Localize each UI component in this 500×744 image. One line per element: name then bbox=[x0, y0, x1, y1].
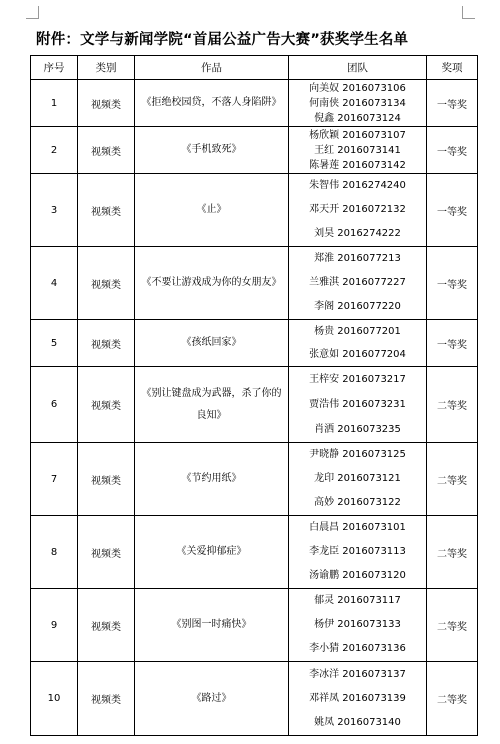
row-category: 视频类 bbox=[78, 662, 135, 736]
row-category: 视频类 bbox=[78, 589, 135, 662]
team-member: 汤谕鹏 2016073120 bbox=[309, 570, 406, 581]
row-category: 视频类 bbox=[78, 443, 135, 516]
page-corner-mark-left bbox=[26, 6, 39, 19]
header-work: 作品 bbox=[135, 56, 289, 80]
team-member: 向美奴 2016073106 bbox=[309, 82, 406, 94]
team-member: 肖洒 2016073235 bbox=[314, 424, 401, 435]
row-category: 视频类 bbox=[78, 516, 135, 589]
team-member: 尹晓静 2016073125 bbox=[309, 449, 406, 460]
row-team bbox=[289, 80, 427, 127]
row-number: 7 bbox=[31, 443, 78, 516]
team-member: 邓祥凤 2016073139 bbox=[309, 692, 406, 704]
team-member: 王梓安 2016073217 bbox=[309, 374, 406, 385]
row-number: 1 bbox=[31, 80, 78, 127]
row-award: 二等奖 bbox=[427, 662, 478, 736]
row-award: 二等奖 bbox=[427, 589, 478, 662]
row-number: 5 bbox=[31, 320, 78, 367]
row-award: 二等奖 bbox=[427, 443, 478, 516]
row-number: 10 bbox=[31, 662, 78, 736]
header-team: 团队 bbox=[289, 56, 427, 80]
row-award: 二等奖 bbox=[427, 516, 478, 589]
table-row bbox=[31, 367, 478, 443]
table-row bbox=[31, 174, 478, 247]
row-team bbox=[289, 127, 427, 174]
team-member: 杨贵 2016077201 bbox=[314, 326, 401, 337]
row-award: 二等奖 bbox=[427, 367, 478, 443]
table-row bbox=[31, 516, 478, 589]
row-work: 《节约用纸》 bbox=[135, 443, 289, 516]
team-member: 郑淮 2016077213 bbox=[314, 253, 401, 264]
table-row bbox=[31, 127, 478, 174]
row-category: 视频类 bbox=[78, 127, 135, 174]
row-work: 《拒绝校园贷，不落人身陷阱》 bbox=[135, 80, 289, 127]
team-member: 李阁 2016077220 bbox=[314, 301, 401, 312]
team-member: 王红 2016073141 bbox=[314, 144, 401, 156]
table-row bbox=[31, 662, 478, 736]
team-member: 邓天开 2016072132 bbox=[309, 204, 406, 215]
header-no: 序号 bbox=[31, 56, 78, 80]
row-category: 视频类 bbox=[78, 367, 135, 443]
row-team bbox=[289, 516, 427, 589]
team-member: 郁灵 2016073117 bbox=[314, 595, 401, 606]
team-member: 杨欣颖 2016073107 bbox=[309, 129, 406, 141]
row-work: 《关爱抑郁症》 bbox=[135, 516, 289, 589]
team-member: 朱智伟 2016274240 bbox=[309, 180, 406, 191]
team-member: 杨伊 2016073133 bbox=[314, 619, 401, 630]
row-award: 一等奖 bbox=[427, 247, 478, 320]
row-category: 视频类 bbox=[78, 247, 135, 320]
header-row bbox=[31, 56, 478, 80]
row-award: 一等奖 bbox=[427, 174, 478, 247]
team-member: 高妙 2016073122 bbox=[314, 497, 401, 508]
row-category: 视频类 bbox=[78, 174, 135, 247]
row-category: 视频类 bbox=[78, 80, 135, 127]
row-number: 6 bbox=[31, 367, 78, 443]
team-member: 何南侠 2016073134 bbox=[309, 97, 406, 109]
row-number: 9 bbox=[31, 589, 78, 662]
award-table bbox=[30, 55, 478, 736]
team-member: 倪鑫 2016073124 bbox=[314, 112, 401, 124]
row-team bbox=[289, 320, 427, 367]
row-team bbox=[289, 443, 427, 516]
team-member: 白晨昌 2016073101 bbox=[309, 522, 406, 533]
team-member: 贾浩伟 2016073231 bbox=[309, 399, 406, 410]
team-member: 姚凤 2016073140 bbox=[314, 716, 401, 728]
team-member: 兰雅淇 2016077227 bbox=[309, 277, 406, 288]
row-work: 《止》 bbox=[135, 174, 289, 247]
row-award: 一等奖 bbox=[427, 80, 478, 127]
row-team bbox=[289, 589, 427, 662]
header-award: 奖项 bbox=[427, 56, 478, 80]
page-corner-mark-right bbox=[462, 6, 475, 19]
row-number: 8 bbox=[31, 516, 78, 589]
row-team bbox=[289, 367, 427, 443]
team-member: 李小猜 2016073136 bbox=[309, 643, 406, 654]
table-row bbox=[31, 80, 478, 127]
row-work: 《路过》 bbox=[135, 662, 289, 736]
row-work: 《别图一时痛快》 bbox=[135, 589, 289, 662]
team-member: 刘昊 2016274222 bbox=[314, 228, 401, 239]
team-member: 李冰洋 2016073137 bbox=[309, 668, 406, 680]
table-row bbox=[31, 443, 478, 516]
header-category: 类别 bbox=[78, 56, 135, 80]
row-number: 4 bbox=[31, 247, 78, 320]
table-row bbox=[31, 589, 478, 662]
row-award: 一等奖 bbox=[427, 320, 478, 367]
row-work: 《不要让游戏成为你的女朋友》 bbox=[135, 247, 289, 320]
team-member: 李龙臣 2016073113 bbox=[309, 546, 406, 557]
team-member: 陈暑莲 2016073142 bbox=[309, 159, 406, 171]
row-award: 一等奖 bbox=[427, 127, 478, 174]
team-member: 张意如 2016077204 bbox=[309, 349, 406, 360]
row-work: 《手机致死》 bbox=[135, 127, 289, 174]
row-category: 视频类 bbox=[78, 320, 135, 367]
row-number: 2 bbox=[31, 127, 78, 174]
row-team bbox=[289, 247, 427, 320]
table-row bbox=[31, 320, 478, 367]
table-row bbox=[31, 247, 478, 320]
row-number: 3 bbox=[31, 174, 78, 247]
row-team bbox=[289, 662, 427, 736]
row-team bbox=[289, 174, 427, 247]
team-member: 龙印 2016073121 bbox=[314, 473, 401, 484]
row-work: 《孩纸回家》 bbox=[135, 320, 289, 367]
row-work: 《别让键盘成为武器，杀了你的良知》 bbox=[135, 367, 289, 443]
document-title: 附件：文学与新闻学院“首届公益广告大赛”获奖学生名单 bbox=[36, 32, 409, 48]
